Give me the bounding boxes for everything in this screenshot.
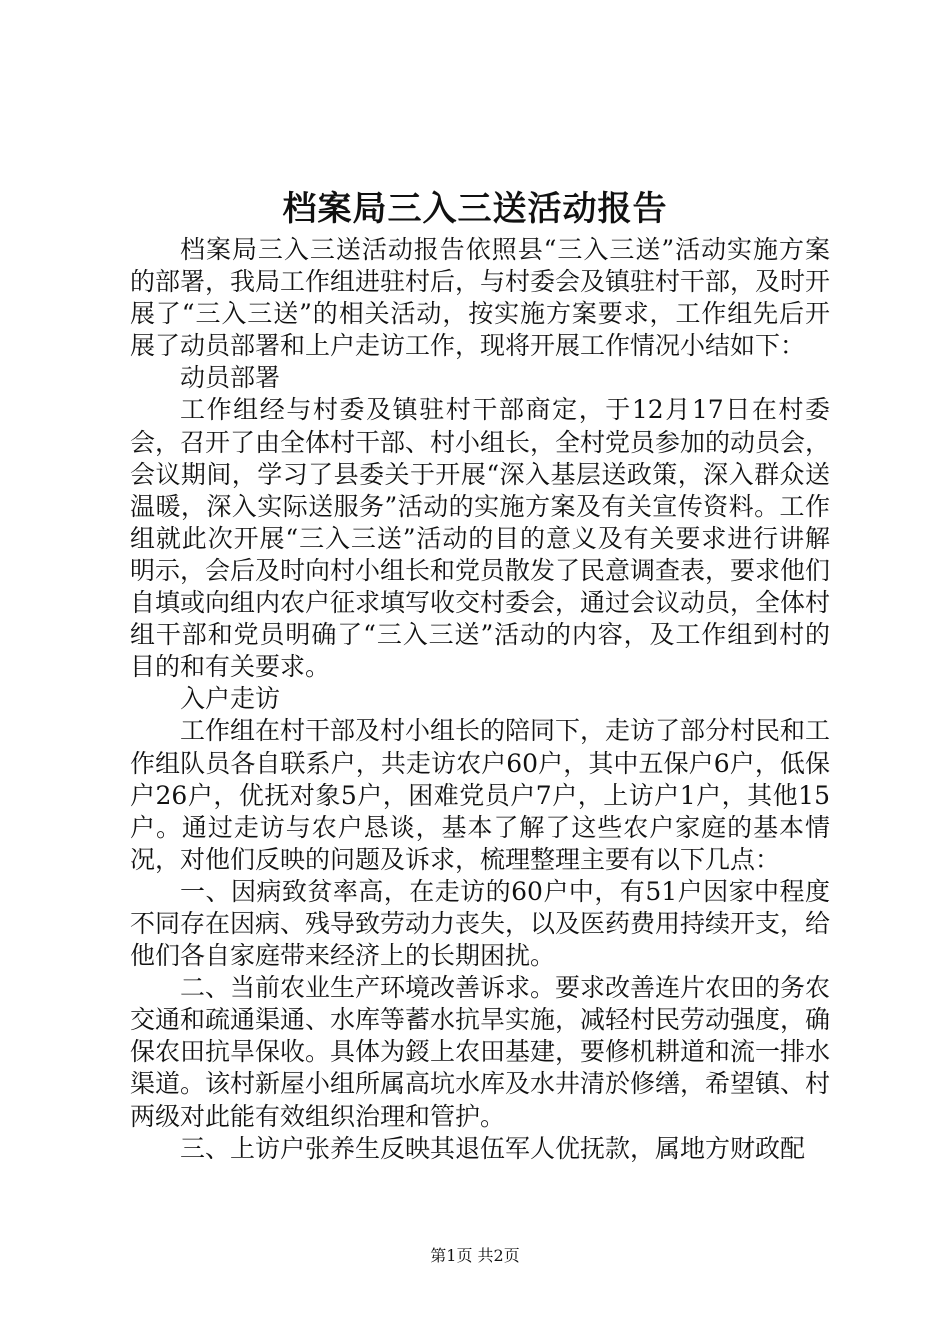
visits-paragraph: 工作组在村干部及村小组长的陪同下，走访了部分村民和工作组队员各自联系户，共走访农户60户，其中五保户6户，低保户26户，优抚对象5户，困难党员户7户，上访户1户，其他15户。通过走访与农户恳谈，基本了解了这些农户家庭的基本情况，对他们反映的问题及诉求，梳理整理主要有以下几点： (130, 716, 831, 874)
mobilization-paragraph: 工作组经与村委及镇驻村干部商定，于12月17日在村委会，召开了由全体村干部、村小组长，全村党员参加的动员会，会议期间，学习了县委关于开展“深入基层送政策，深入群众送温暖，深入实际送服务”活动的实施方案及有关宣传资料。工作组就此次开展“三入三送”活动的目的意义及有关要求进行讲解明示，会后及时向村小组长和党员散发了民意调查表，要求他们自填或向组内农户征求填写收交村委会，通过会议动员，全体村组干部和党员明确了“三入三送”活动的内容，及工作组到村的目的和有关要求。 (130, 395, 831, 682)
point-one-paragraph: 一、因病致贫率高，在走访的60户中，有51户因家中程度不同存在因病、残导致劳动力丧失，以及医药费用持续开支，给他们各自家庭带来经济上的长期困扰。 (130, 876, 831, 971)
document-title: 档案局三入三送活动报告 (282, 189, 668, 229)
point-three-paragraph: 三、上访户张养生反映其退伍军人优抚款，属地方财政配 (180, 1133, 806, 1163)
page-number-footer: 第1页 共2页 (430, 1246, 520, 1265)
section-heading-mobilization: 动员部署 (180, 363, 281, 393)
intro-paragraph: 档案局三入三送活动报告依照县“三入三送”活动实施方案的部署，我局工作组进驻村后，与村委会及镇驻村干部，及时开展了“三入三送”的相关活动，按实施方案要求，工作组先后开展了动员部署和上户走访工作，现将开展工作情况小结如下： (130, 235, 831, 361)
section-heading-visits: 入户走访 (180, 684, 281, 714)
document-body (130, 234, 830, 1165)
point-two-paragraph: 二、当前农业生产环境改善诉求。要求改善连片农田的务农交通和疏通渠通、水库等蓄水抗旱实施，减轻村民劳动强度，确保农田抗旱保收。具体为鋄上农田基建，要修机耕道和流一排水渠道。该村新屋小组所属高坑水库及水井清於修缮，希望镇、村两级对此能有效组织治理和管护。 (130, 973, 831, 1131)
